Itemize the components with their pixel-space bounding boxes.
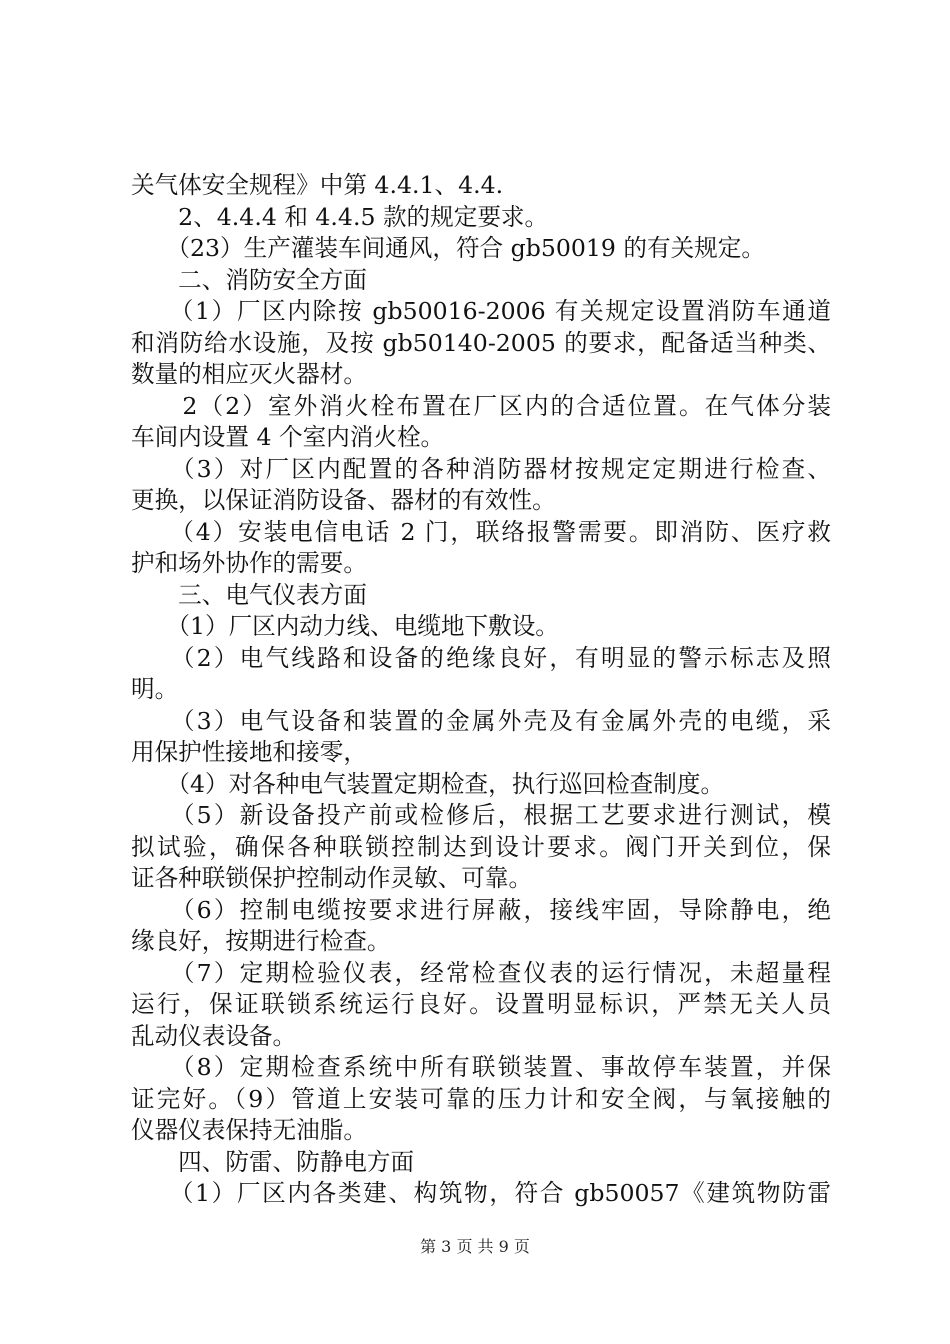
text-line: 更换，以保证消防设备、器材的有效性。 (131, 486, 556, 514)
text-line: （4）安装电信电话 2 门，联络报警需要。即消防、医疗救 (131, 517, 831, 546)
text-line: （8）定期检查系统中所有联锁装置、事故停车装置，并保 (131, 1053, 831, 1081)
text-line: 拟试验，确保各种联锁控制达到设计要求。阀门开关到位，保 (131, 832, 831, 861)
text-line: 乱动仪表设备。 (131, 1021, 297, 1050)
text-line: 仪器仪表保持无油脂。 (131, 1116, 367, 1144)
text-line: 证完好。（9）管道上安装可靠的压力计和安全阀，与氧接触的 (131, 1084, 831, 1113)
page-footer: 第 3 页 共 9 页 (420, 1237, 530, 1256)
document-body (131, 170, 831, 1210)
section-heading: 三、电气仪表方面 (131, 580, 367, 609)
text-line: （23）生产灌装车间通风，符合 gb50019 的有关规定。 (131, 234, 765, 262)
text-line: （2）电气线路和设备的绝缘良好，有明显的警示标志及照 (131, 643, 831, 672)
text-line: 数量的相应灭火器材。 (131, 360, 367, 388)
section-heading: 二、消防安全方面 (131, 265, 367, 294)
text-line: 明。 (131, 675, 179, 703)
section-heading: 四、防雷、防静电方面 (131, 1147, 415, 1176)
text-line: 缘良好，按期进行检查。 (131, 927, 391, 955)
text-line: （1）厂区内各类建、构筑物，符合 gb50057《建筑物防雷 (131, 1179, 831, 1207)
text-line: 运行，保证联锁系统运行良好。设置明显标识，严禁无关人员 (131, 990, 831, 1018)
text-line: 和消防给水设施，及按 gb50140-2005 的要求，配备适当种类、 (131, 328, 831, 357)
text-line: 用保护性接地和接零， (131, 738, 367, 766)
text-line: 护和场外协作的需要。 (131, 549, 367, 577)
text-line: （1）厂区内除按 gb50016-2006 有关规定设置消防车通道 (131, 297, 831, 325)
text-line: 关气体安全规程》中第 4.4.1、4.4. (131, 171, 504, 199)
text-line: （3）电气设备和装置的金属外壳及有金属外壳的电缆，采 (131, 706, 831, 735)
text-line: （5）新设备投产前或检修后，根据工艺要求进行测试，模 (131, 801, 831, 829)
text-line: （7）定期检验仪表，经常检查仪表的运行情况，未超量程 (131, 958, 831, 987)
text-line: 证各种联锁保护控制动作灵敏、可靠。 (131, 864, 533, 892)
text-line: （1）厂区内动力线、电缆地下敷设。 (131, 612, 559, 640)
text-line: 车间内设置 4 个室内消火栓。 (131, 423, 445, 451)
text-line: 2、4.4.4 和 4.4.5 款的规定要求。 (131, 202, 549, 231)
text-line: （4）对各种电气装置定期检查，执行巡回检查制度。 (131, 769, 725, 798)
text-line: 2（2）室外消火栓布置在厂区内的合适位置。在气体分装 (131, 391, 831, 420)
text-line: （3）对厂区内配置的各种消防器材按规定定期进行检查、 (131, 454, 831, 483)
text-line: （6）控制电缆按要求进行屏蔽，接线牢固，导除静电，绝 (131, 895, 831, 924)
